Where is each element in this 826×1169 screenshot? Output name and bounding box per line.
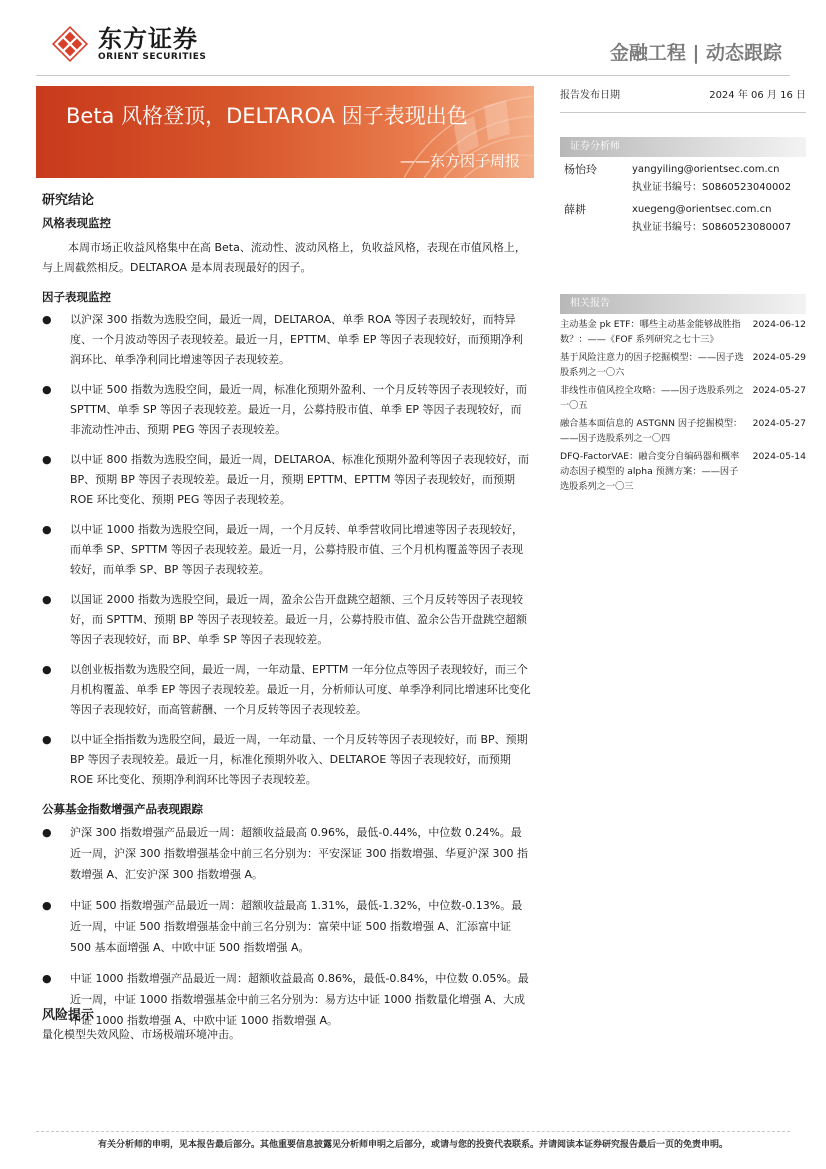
publish-date-value: 2024 年 06 月 16 日 [709,90,806,101]
factor-monitor-heading: 因子表现监控 [42,290,111,304]
report-title: Beta 风格登顶，DELTAROA 因子表现出色 [66,104,468,128]
publish-date-row [560,86,806,104]
orient-logo-icon [50,24,90,64]
related-report-date: 2024-05-27 [752,418,806,429]
related-reports [560,294,806,494]
related-report-title: DFQ-FactorVAE：融合变分自编码器和概率动态因子模型的 alpha 预测方案：——因子选股系列之一〇三 [560,451,740,492]
list-item: ● 以中证 500 指数为选股空间，最近一周，标准化预期外盈利、一个月反转等因子表现较好，而 SPTTM、单季 SP 等因子表现较差。最近一月，公募持股市值、单季 EP 等因子表现较好，而非流动性冲击、预期 PEG 等因子表现较差。 [42,380,532,440]
bullet-icon: ● [42,383,52,396]
list-item: ● 以创业板指数为选股空间，最近一周，一年动量、EPTTM 一年分位点等因子表现较好，而三个月机构覆盖、单季 EP 等因子表现较差。最近一月，分析师认可度、单季净利同比增速环比变化等因子表现较好，而高管薪酬、一个月反转等因子表现较差。 [42,660,532,720]
analyst-cert: 执业证书编号：S0860523080007 [632,222,792,233]
analyst-entry [560,201,806,237]
analysts-heading: 证券分析师 [560,137,806,157]
logo [50,24,206,64]
bullet-icon: ● [42,826,52,839]
title-banner [36,86,534,178]
related-report-date: 2024-06-12 [752,319,806,330]
bullet-icon: ● [42,899,52,912]
bullet-icon: ● [42,523,52,536]
risk-heading: 风险提示 [42,1008,95,1023]
related-report-item[interactable] [560,383,806,413]
logo-english-name: ORIENT SECURITIES [98,51,207,62]
analyst-entry [560,161,806,197]
list-item: ● 以中证 800 指数为选股空间，最近一周，DELTAROA、标准化预期外盈利等因子表现较好，而 BP、预期 BP 等因子表现较差。最近一月，预期 EPTTM、EPTTM 等因子表现较好，而预期 ROE 环比变化、预期 PEG 等因子表现较差。 [42,450,532,510]
related-report-date: 2024-05-27 [752,385,806,396]
disclaimer-footer: 有关分析师的申明，见本报告最后部分。其他重要信息披露见分析师申明之后部分，或请与您的投资代表联系。并请阅读本证券研究报告最后一页的免责申明。 [97,1140,728,1150]
analyst-email[interactable]: yangyiling@orientsec.com.cn [632,164,780,175]
report-subtitle: ——东方因子周报 [399,152,520,170]
list-item: ● 以中证 1000 指数为选股空间，最近一周，一个月反转、单季营收同比增速等因子表现较好，而单季 SP、SPTTM 等因子表现较差。最近一月，公募持股市值、三个月机构覆盖等因子表现较好，而单季 SP、BP 等因子表现较差。 [42,520,532,580]
analyst-name: 薛耕 [564,203,586,216]
analyst-cert: 执业证书编号：S0860523040002 [632,182,792,193]
logo-chinese-name: 东方证券 [98,24,198,53]
analyst-name: 杨怡玲 [564,163,597,176]
info-column [560,86,806,237]
related-report-title: 非线性市值风控全攻略：——因子选股系列之一〇五 [560,385,744,411]
list-item: ● 中证 1000 指数增强产品最近一周：超额收益最高 0.86%，最低-0.84%，中位数 0.05%。最近一周，中证 1000 指数增强基金中前三名分别为：易方达中证 1000 指数量化增强 A、大成中证 1000 指数增强 A、中欧中证 1000 指数增强 A。 [42,968,532,1031]
risk-text: 量化模型失效风险、市场极端环境冲击。 [42,1028,240,1041]
list-item: ● 沪深 300 指数增强产品最近一周：超额收益最高 0.96%，最低-0.44%，中位数 0.24%。最近一周，沪深 300 指数增强基金中前三名分别为：平安深证 300 指数增强、华夏沪深 300 指数增强 A、汇安沪深 300 指数增强 A。 [42,822,532,885]
style-monitor-text: 本周市场正收益风格集中在高 Beta、流动性、波动风格上，负收益风格，表现在市值风格上，与上周截然相反。DELTAROA 是本周表现最好的因子。 [42,241,526,274]
related-report-title: 主动基金 pk ETF：哪些主动基金能够战胜指数？：——《FOF 系列研究之七十三》 [560,319,741,345]
report-category: 金融工程 | 动态跟踪 [609,42,782,64]
bullet-icon: ● [42,453,52,466]
conclusion-heading: 研究结论 [42,193,95,208]
bullet-icon: ● [42,313,52,326]
bullet-icon: ● [42,663,52,676]
list-item: ● 以沪深 300 指数为选股空间，最近一周，DELTAROA、单季 ROA 等因子表现较好，而特异度、一个月波动等因子表现较差。最近一月，EPTTM、单季 EP 等因子表现较好，而预期净利润环比、单季净利同比增速等因子表现较差。 [42,310,532,370]
bullet-icon: ● [42,733,52,746]
factor-bullet-list [42,310,532,790]
analyst-email[interactable]: xuegeng@orientsec.com.cn [632,204,772,215]
date-divider [560,112,806,113]
related-report-date: 2024-05-14 [752,451,806,462]
footer-divider [36,1131,790,1132]
related-report-item[interactable] [560,317,806,347]
bullet-icon: ● [42,593,52,606]
fund-bullet-list [42,822,532,1031]
list-item: ● 以国证 2000 指数为选股空间，最近一周，盈余公告开盘跳空超额、三个月反转等因子表现较好，而 SPTTM、预期 BP 等因子表现较差。最近一月，公募持股市值、盈余公告开盘跳空超额等因子表现较好，而 BP、单季 SP 等因子表现较差。 [42,590,532,650]
list-item: ● 中证 500 指数增强产品最近一周：超额收益最高 1.31%，最低-1.32%，中位数-0.13%。最近一周，中证 500 指数增强基金中前三名分别为：富荣中证 500 指数增强 A、汇添富中证 500 基本面增强 A、中欧中证 500 指数增强 A。 [42,895,532,958]
bullet-icon: ● [42,972,52,985]
related-report-title: 基于风险注意力的因子挖掘模型：——因子选股系列之一〇六 [560,352,744,378]
list-item: ● 以中证全指指数为选股空间，最近一周，一年动量、一个月反转等因子表现较好，而 BP、预期 BP 等因子表现较差。最近一月，标准化预期外收入、DELTAROE 等因子表现较好，而预期 ROE 环比变化、预期净利润环比等因子表现较差。 [42,730,532,790]
header-divider [36,75,790,76]
fund-tracking-heading: 公募基金指数增强产品表现跟踪 [42,802,203,816]
main-content [42,192,532,1041]
related-report-date: 2024-05-29 [752,352,806,363]
related-report-title: 融合基本面信息的 ASTGNN 因子挖掘模型：——因子选股系列之一〇四 [560,418,743,444]
style-monitor-heading: 风格表现监控 [42,216,111,230]
related-report-item[interactable] [560,416,806,446]
related-reports-heading: 相关报告 [560,294,806,314]
related-report-item[interactable] [560,449,806,494]
related-report-item[interactable] [560,350,806,380]
publish-date-label: 报告发布日期 [560,90,620,101]
